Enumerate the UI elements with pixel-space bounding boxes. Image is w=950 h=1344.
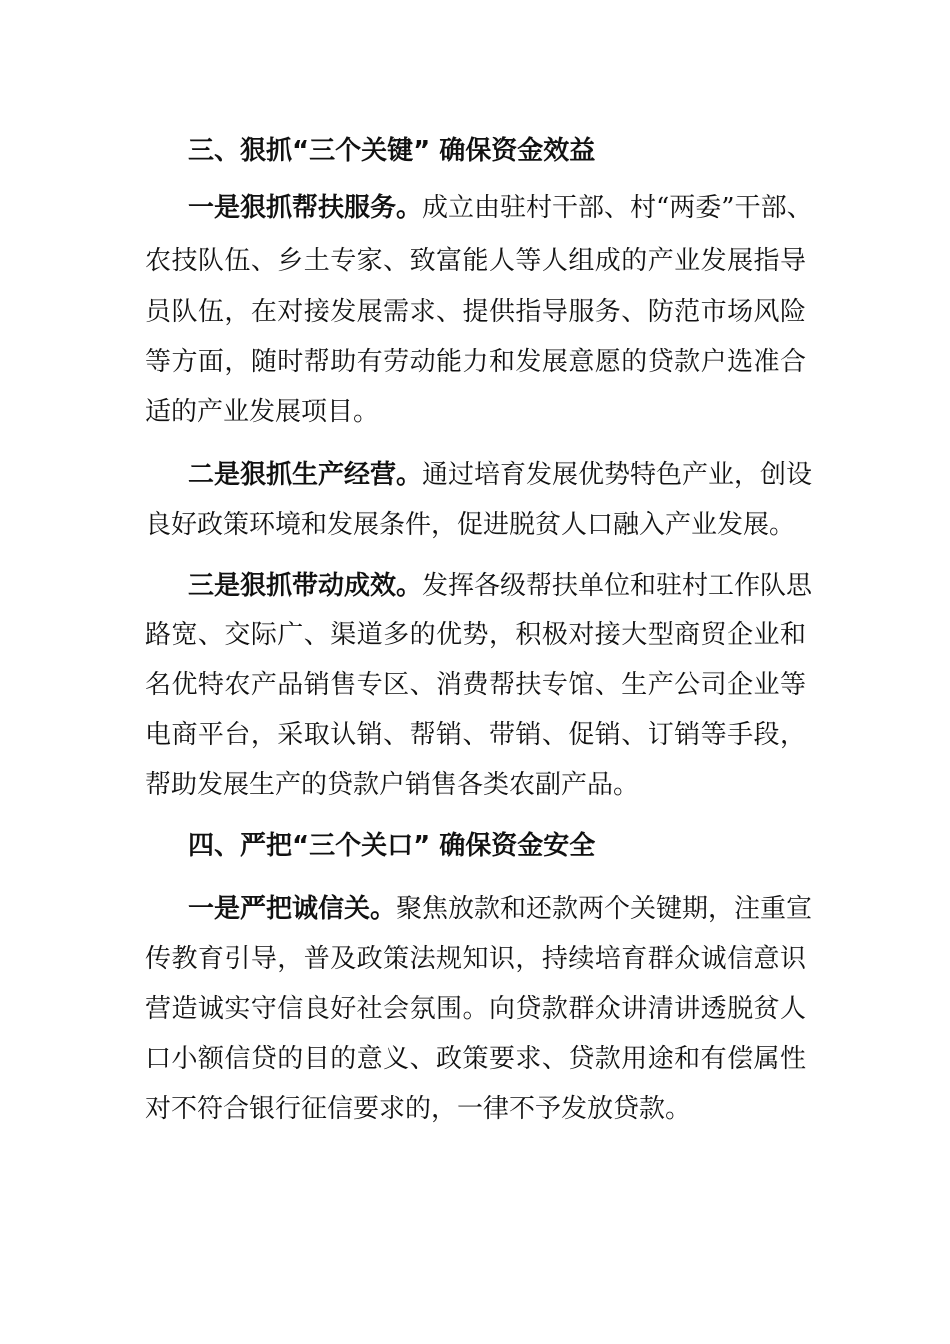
paragraph-line: 路宽、交际广、渠道多的优势，积极对接大型商贸企业和 xyxy=(145,620,806,650)
paragraph-text: 成立由驻村干部、村“两委”干部、 xyxy=(422,193,813,223)
section-heading: 四、严把“三个关口” 确保资金安全 xyxy=(188,831,596,861)
paragraph-first-line xyxy=(188,188,813,228)
paragraph-lead: 一是狠抓帮扶服务。 xyxy=(188,193,423,223)
paragraph-line: 名优特农产品销售专区、消费帮扶专馆、生产公司企业等 xyxy=(145,670,806,700)
paragraph-first-line xyxy=(188,566,813,606)
paragraph-line: 帮助发展生产的贷款户销售各类农副产品。 xyxy=(145,770,640,800)
section-heading: 三、狠抓“三个关键” 确保资金效益 xyxy=(188,136,596,166)
paragraph-text: 聚焦放款和还款两个关键期，注重宣 xyxy=(396,894,813,924)
paragraph-line: 对不符合银行征信要求的，一律不予发放贷款。 xyxy=(145,1094,692,1124)
paragraph-line: 传教育引导，普及政策法规知识，持续培育群众诚信意识 xyxy=(145,944,806,974)
paragraph-line: 良好政策环境和发展条件，促进脱贫人口融入产业发展。 xyxy=(145,510,796,540)
paragraph-line: 口小额信贷的目的意义、政策要求、贷款用途和有偿属性 xyxy=(145,1044,806,1074)
paragraph-lead: 一是严把诚信关。 xyxy=(188,894,397,924)
paragraph-text: 发挥各级帮扶单位和驻村工作队思 xyxy=(422,571,813,601)
paragraph-line: 农技队伍、乡土专家、致富能人等人组成的产业发展指导 xyxy=(145,246,806,276)
paragraph-text: 通过培育发展优势特色产业，创设 xyxy=(422,460,813,490)
paragraph-line: 营造诚实守信良好社会氛围。向贷款群众讲清讲透脱贫人 xyxy=(145,994,806,1024)
paragraph-line: 员队伍，在对接发展需求、提供指导服务、防范市场风险 xyxy=(145,297,806,327)
paragraph-line: 等方面，随时帮助有劳动能力和发展意愿的贷款户选准合 xyxy=(145,347,806,377)
paragraph-first-line xyxy=(188,455,813,495)
paragraph-line: 电商平台，采取认销、帮销、带销、促销、订销等手段， xyxy=(145,720,806,750)
paragraph-lead: 二是狠抓生产经营。 xyxy=(188,460,423,490)
paragraph-lead: 三是狠抓带动成效。 xyxy=(188,571,423,601)
paragraph-first-line xyxy=(188,889,813,929)
paragraph-line: 适的产业发展项目。 xyxy=(145,397,380,427)
